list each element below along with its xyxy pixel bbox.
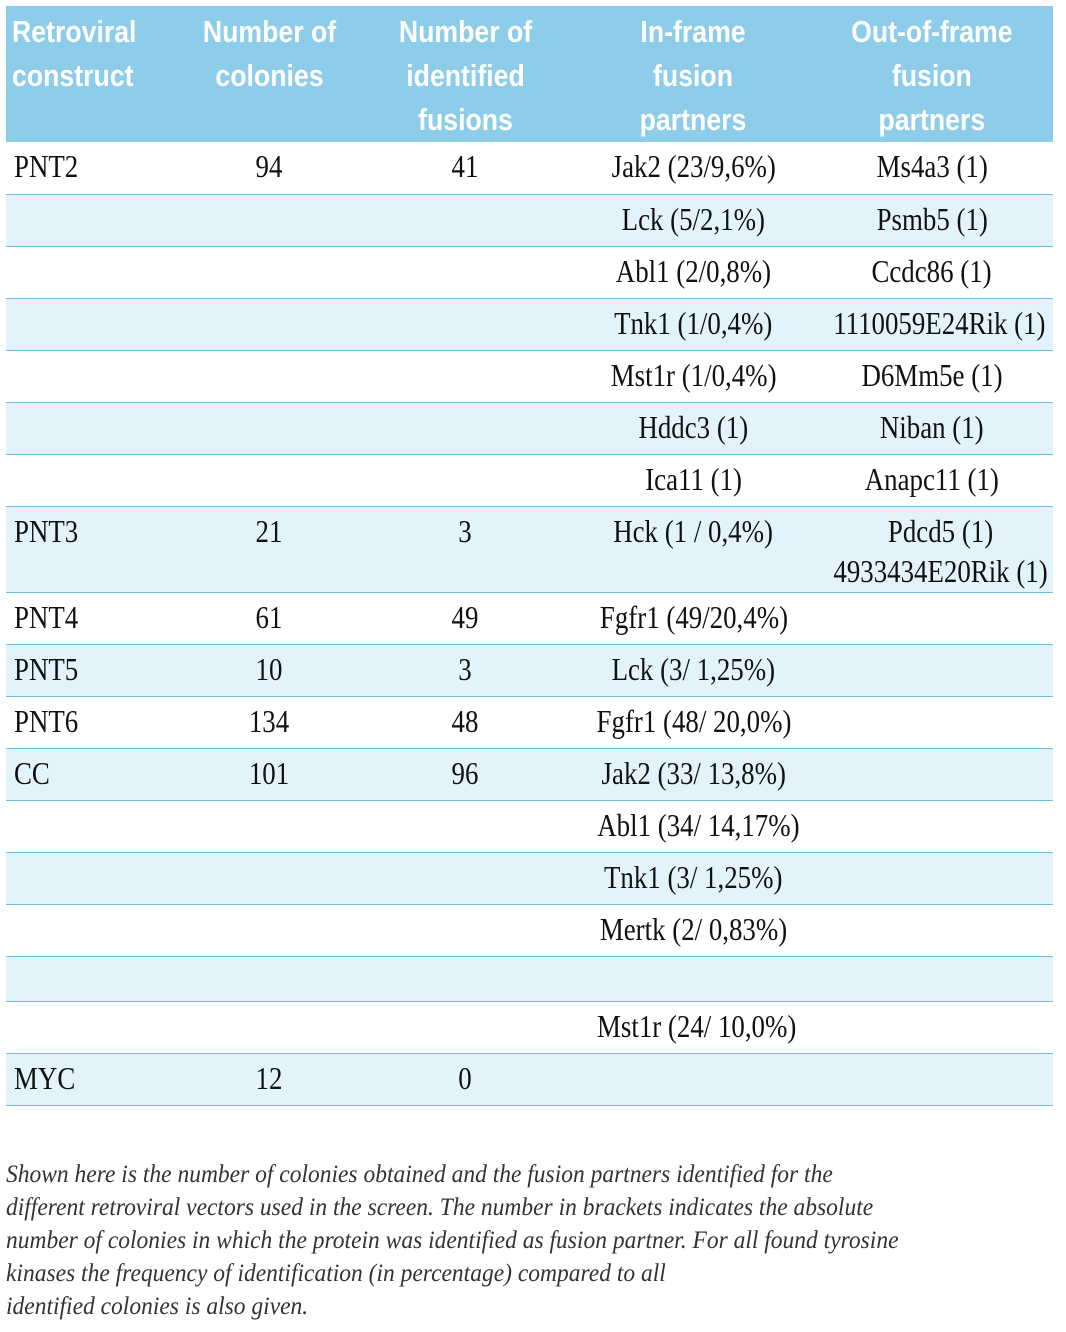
cell-number-of-identified-fusions-text: 41 — [451, 148, 479, 184]
cell-number-of-colonies — [184, 1053, 354, 1105]
caption-line: Shown here is the number of colonies obtained and the fusion partners identified for the — [6, 1161, 833, 1188]
caption-text — [6, 1158, 1057, 1323]
cell-number-of-colonies-text: 10 — [255, 650, 283, 687]
table-row — [6, 696, 1053, 748]
out-of-frame-partner: 4933434E20Rik (1) — [833, 552, 1048, 589]
header-line: partners — [878, 102, 986, 137]
cell-number-of-identified-fusions-text: 0 — [458, 1059, 472, 1096]
table-caption — [6, 1158, 1058, 1323]
cell-number-of-identified-fusions-text: 3 — [458, 650, 472, 687]
cell-retroviral-construct — [6, 246, 184, 298]
cell-out-of-frame-fusion-partners — [811, 142, 1053, 194]
cell-in-frame-fusion-partner-text: Mst1r (24/ 10,0%) — [596, 1007, 797, 1044]
cell-retroviral-construct — [6, 142, 184, 194]
cell-number-of-identified-fusions — [354, 904, 576, 956]
cell-number-of-identified-fusions — [354, 1001, 576, 1053]
cell-out-of-frame-fusion-partners — [811, 298, 1053, 350]
caption-line: kinases the frequency of identification (in percentage) compared to all — [6, 1260, 666, 1287]
cell-retroviral-construct — [6, 506, 184, 592]
cell-number-of-identified-fusions-text: 3 — [458, 512, 472, 549]
cell-out-of-frame-fusion-partners — [811, 800, 1053, 852]
table-row — [6, 246, 1053, 298]
cell-number-of-colonies — [184, 246, 354, 298]
cell-out-of-frame-fusion-partners — [811, 956, 1053, 1001]
cell-number-of-colonies — [184, 402, 354, 454]
cell-out-of-frame-fusion-partners — [811, 194, 1053, 246]
cell-out-of-frame-fusion-partners — [811, 592, 1053, 644]
table-row — [6, 852, 1053, 904]
table-row — [6, 644, 1053, 696]
cell-in-frame-fusion-partner — [576, 696, 811, 748]
cell-retroviral-construct — [6, 298, 184, 350]
cell-in-frame-fusion-partner — [576, 298, 811, 350]
cell-number-of-colonies-text: 21 — [255, 512, 283, 549]
cell-number-of-colonies — [184, 592, 354, 644]
cell-in-frame-fusion-partner-text: Jak2 (33/ 13,8%) — [601, 754, 786, 791]
cell-number-of-colonies-text: 101 — [248, 754, 290, 791]
cell-retroviral-construct-text: PNT3 — [14, 512, 79, 549]
cell-number-of-identified-fusions-text: 49 — [451, 598, 479, 635]
header-line: construct — [12, 58, 134, 93]
cell-number-of-identified-fusions — [354, 142, 576, 194]
cell-retroviral-construct — [6, 1001, 184, 1053]
header-line: fusion — [892, 58, 972, 93]
header-line: Out-of-frame — [851, 14, 1013, 49]
cell-retroviral-construct — [6, 194, 184, 246]
cell-in-frame-fusion-partner — [576, 402, 811, 454]
cell-in-frame-fusion-partner-text: Abl1 (34/ 14,17%) — [597, 806, 800, 843]
header-line: fusion — [653, 58, 734, 93]
table-row — [6, 298, 1053, 350]
cell-number-of-colonies-text: 61 — [255, 598, 283, 635]
cell-retroviral-construct — [6, 852, 184, 904]
cell-number-of-colonies — [184, 1001, 354, 1053]
cell-number-of-identified-fusions — [354, 956, 576, 1001]
table-row — [6, 1001, 1053, 1053]
cell-retroviral-construct — [6, 1053, 184, 1105]
cell-retroviral-construct-text: CC — [14, 754, 50, 791]
cell-retroviral-construct — [6, 644, 184, 696]
cell-in-frame-fusion-partner — [576, 1001, 811, 1053]
cell-retroviral-construct-text: PNT5 — [14, 650, 79, 687]
cell-in-frame-fusion-partner-text: Tnk1 (3/ 1,25%) — [604, 858, 783, 895]
cell-number-of-colonies — [184, 298, 354, 350]
cell-retroviral-construct-text: PNT4 — [14, 598, 79, 635]
cell-in-frame-fusion-partner — [576, 1053, 811, 1105]
out-of-frame-partner: 1110059E24Rik (1) — [833, 304, 1046, 341]
cell-number-of-colonies — [184, 350, 354, 402]
cell-retroviral-construct — [6, 956, 184, 1001]
cell-number-of-identified-fusions — [354, 592, 576, 644]
cell-number-of-identified-fusions — [354, 748, 576, 800]
header-out-of-frame-fusion-partners — [811, 6, 1053, 142]
cell-out-of-frame-fusion-partners — [811, 904, 1053, 956]
cell-number-of-colonies — [184, 506, 354, 592]
cell-number-of-colonies — [184, 644, 354, 696]
cell-in-frame-fusion-partner — [576, 800, 811, 852]
cell-retroviral-construct — [6, 350, 184, 402]
header-in-frame-fusion-partners — [576, 6, 811, 142]
cell-out-of-frame-fusion-partners — [811, 402, 1053, 454]
header-row — [6, 6, 1053, 142]
fusion-partners-table — [6, 6, 1053, 1106]
cell-in-frame-fusion-partner-text: Fgfr1 (49/20,4%) — [599, 598, 788, 635]
cell-in-frame-fusion-partner — [576, 350, 811, 402]
cell-in-frame-fusion-partner — [576, 748, 811, 800]
cell-retroviral-construct — [6, 402, 184, 454]
table-row — [6, 748, 1053, 800]
out-of-frame-partner: Ms4a3 (1) — [876, 148, 988, 184]
table-body — [6, 142, 1053, 1105]
table-row — [6, 350, 1053, 402]
cell-out-of-frame-fusion-partners — [811, 246, 1053, 298]
header-number-of-colonies — [184, 6, 354, 142]
header-line: In-frame — [640, 14, 747, 49]
cell-out-of-frame-fusion-partners — [811, 748, 1053, 800]
header-retroviral-construct — [6, 6, 184, 142]
cell-number-of-colonies — [184, 748, 354, 800]
table-row — [6, 142, 1053, 194]
header-line: identified — [405, 58, 525, 93]
out-of-frame-partner: D6Mm5e (1) — [861, 356, 1003, 393]
cell-in-frame-fusion-partner — [576, 194, 811, 246]
table-row — [6, 402, 1053, 454]
cell-number-of-identified-fusions — [354, 402, 576, 454]
header-line: Number of — [202, 14, 336, 49]
table-row — [6, 956, 1053, 1001]
cell-out-of-frame-fusion-partners — [811, 852, 1053, 904]
cell-in-frame-fusion-partner-text: Mertk (2/ 0,83%) — [599, 910, 788, 947]
cell-out-of-frame-fusion-partners — [811, 350, 1053, 402]
cell-retroviral-construct — [6, 748, 184, 800]
cell-in-frame-fusion-partner-text: Lck (3/ 1,25%) — [611, 650, 776, 687]
cell-number-of-colonies — [184, 194, 354, 246]
table-header — [6, 6, 1053, 142]
cell-number-of-identified-fusions — [354, 298, 576, 350]
cell-retroviral-construct — [6, 696, 184, 748]
cell-in-frame-fusion-partner-text: Jak2 (23/9,6%) — [611, 148, 776, 184]
cell-number-of-colonies — [184, 696, 354, 748]
cell-number-of-colonies — [184, 142, 354, 194]
cell-number-of-colonies-text: 12 — [255, 1059, 283, 1096]
cell-in-frame-fusion-partner-text: Hddc3 (1) — [638, 408, 749, 445]
out-of-frame-partner: Ccdc86 (1) — [871, 252, 993, 289]
cell-in-frame-fusion-partner-text: Lck (5/2,1%) — [621, 200, 766, 237]
cell-out-of-frame-fusion-partners — [811, 454, 1053, 506]
caption-line: identified colonies is also given. — [6, 1293, 309, 1320]
cell-number-of-colonies — [184, 904, 354, 956]
cell-in-frame-fusion-partner — [576, 246, 811, 298]
cell-number-of-identified-fusions — [354, 644, 576, 696]
table-row — [6, 506, 1053, 592]
cell-out-of-frame-fusion-partners — [811, 644, 1053, 696]
out-of-frame-partner: Anapc11 (1) — [864, 460, 1000, 497]
cell-number-of-identified-fusions-text: 96 — [451, 754, 479, 791]
out-of-frame-partner: Psmb5 (1) — [876, 200, 988, 237]
cell-number-of-identified-fusions-text: 48 — [451, 702, 479, 739]
header-line: partners — [640, 102, 747, 137]
cell-in-frame-fusion-partner — [576, 852, 811, 904]
cell-number-of-identified-fusions — [354, 800, 576, 852]
cell-retroviral-construct — [6, 592, 184, 644]
header-line: colonies — [214, 58, 324, 93]
cell-out-of-frame-fusion-partners — [811, 1001, 1053, 1053]
cell-retroviral-construct-text: PNT6 — [14, 702, 79, 739]
cell-number-of-identified-fusions — [354, 350, 576, 402]
cell-in-frame-fusion-partner-text: Hck (1 / 0,4%) — [613, 512, 774, 549]
cell-retroviral-construct — [6, 904, 184, 956]
cell-number-of-colonies — [184, 800, 354, 852]
cell-in-frame-fusion-partner — [576, 644, 811, 696]
header-number-of-identified-fusions — [354, 6, 576, 142]
cell-in-frame-fusion-partner-text: Abl1 (2/0,8%) — [615, 252, 772, 289]
cell-in-frame-fusion-partner — [576, 454, 811, 506]
cell-number-of-identified-fusions — [354, 246, 576, 298]
cell-retroviral-construct-text: MYC — [14, 1059, 76, 1096]
cell-number-of-colonies — [184, 956, 354, 1001]
cell-in-frame-fusion-partner-text: Mst1r (1/0,4%) — [610, 356, 777, 393]
fusion-partners-table-container — [6, 6, 1053, 1106]
table-row — [6, 800, 1053, 852]
table-row — [6, 1053, 1053, 1105]
cell-retroviral-construct — [6, 454, 184, 506]
cell-in-frame-fusion-partner — [576, 506, 811, 592]
cell-number-of-identified-fusions — [354, 1053, 576, 1105]
cell-in-frame-fusion-partner — [576, 956, 811, 1001]
table-row — [6, 194, 1053, 246]
cell-number-of-colonies — [184, 852, 354, 904]
cell-number-of-colonies-text: 134 — [248, 702, 290, 739]
cell-in-frame-fusion-partner — [576, 142, 811, 194]
cell-in-frame-fusion-partner-text: Fgfr1 (48/ 20,0%) — [596, 702, 792, 739]
cell-in-frame-fusion-partner — [576, 904, 811, 956]
table-row — [6, 904, 1053, 956]
cell-retroviral-construct-text: PNT2 — [14, 148, 79, 184]
cell-number-of-colonies-text: 94 — [255, 148, 283, 184]
cell-number-of-identified-fusions — [354, 506, 576, 592]
cell-retroviral-construct — [6, 800, 184, 852]
caption-line: number of colonies in which the protein was identified as fusion partner. For all found tyrosine — [6, 1227, 899, 1254]
cell-out-of-frame-fusion-partners — [811, 1053, 1053, 1105]
header-line: Retroviral — [12, 14, 137, 49]
table-row — [6, 454, 1053, 506]
caption-line: different retroviral vectors used in the screen. The number in brackets indicates the absolute — [6, 1194, 874, 1221]
table-row — [6, 592, 1053, 644]
cell-out-of-frame-fusion-partners — [811, 696, 1053, 748]
cell-in-frame-fusion-partner — [576, 592, 811, 644]
cell-number-of-identified-fusions — [354, 194, 576, 246]
out-of-frame-partner: Pdcd5 (1) — [887, 512, 994, 549]
header-line: Number of — [398, 14, 532, 49]
header-line: fusions — [417, 102, 513, 137]
cell-out-of-frame-fusion-partners — [811, 506, 1053, 592]
cell-in-frame-fusion-partner-text: Ica11 (1) — [645, 460, 742, 497]
cell-number-of-identified-fusions — [354, 852, 576, 904]
out-of-frame-partner: Niban (1) — [880, 408, 984, 445]
cell-in-frame-fusion-partner-text: Tnk1 (1/0,4%) — [614, 304, 773, 341]
cell-number-of-identified-fusions — [354, 696, 576, 748]
cell-number-of-colonies — [184, 454, 354, 506]
cell-number-of-identified-fusions — [354, 454, 576, 506]
